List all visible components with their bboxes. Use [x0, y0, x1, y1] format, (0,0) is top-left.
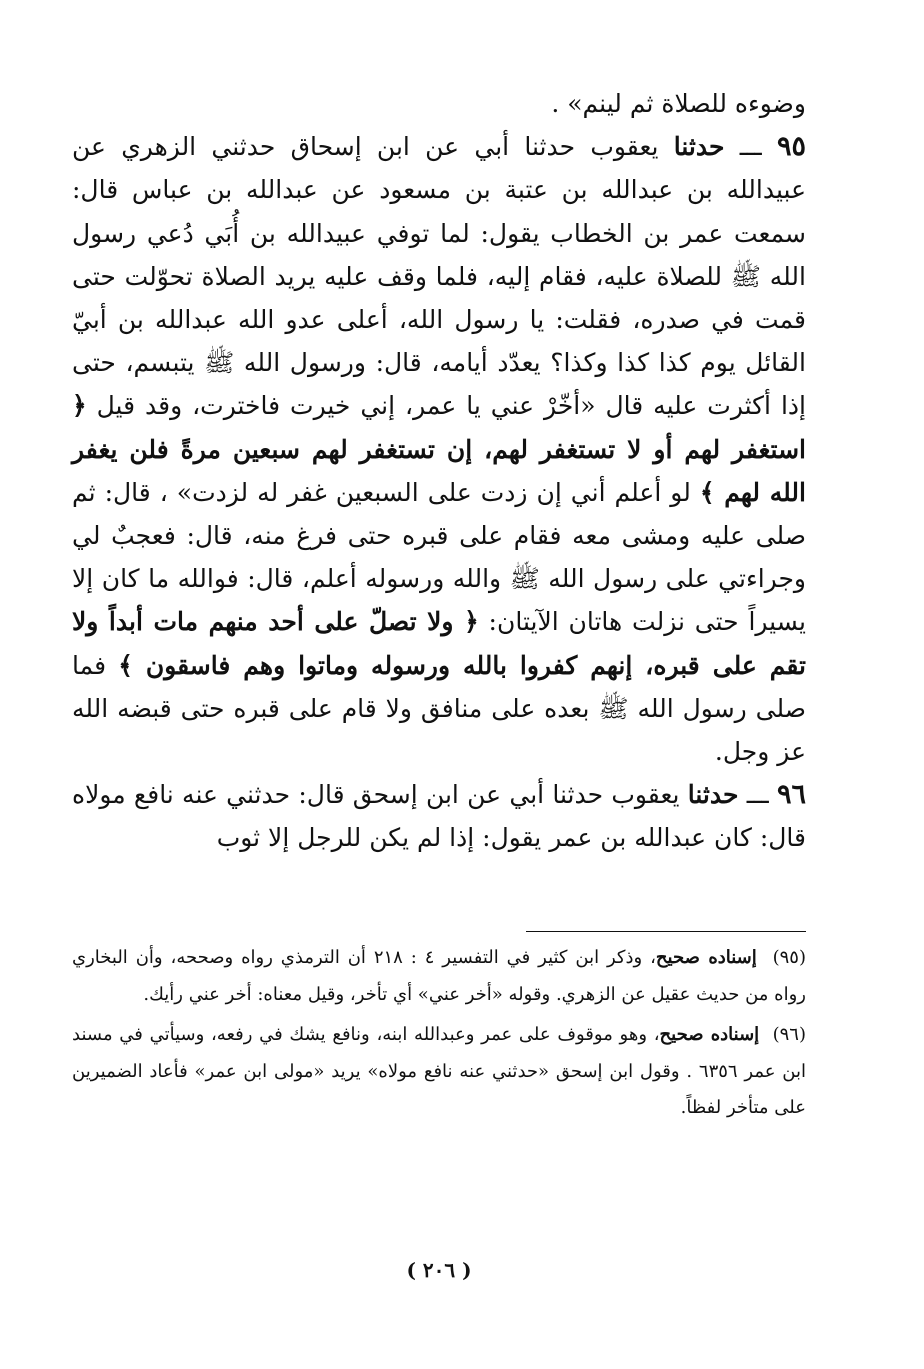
- footnote-label: (٩٦): [772, 1024, 806, 1045]
- hadith-dash: ـــ: [724, 132, 777, 162]
- footnote-grade: إسناده صحيح: [655, 947, 757, 968]
- continuation-line: وضوءه للصلاة ثم لينم» .: [551, 89, 806, 118]
- hadith-95: [72, 125, 806, 773]
- hadith-text: فما صلى رسول الله ﷺ بعده على منافق ولا قام على قبره حتى قبضه الله عز وجل.: [72, 650, 806, 767]
- narration-word: حدثنا: [673, 132, 725, 162]
- hadith-number: ٩٥: [776, 131, 806, 163]
- page-number: ( ٢٠٦ ): [406, 1258, 472, 1282]
- footnotes: [72, 940, 806, 1131]
- footnote-label: (٩٥): [772, 947, 806, 968]
- book-page: [72, 0, 806, 1369]
- hadith-text: يعقوب حدثنا أبي عن ابن إسحق قال: حدثني عنه نافع مولاه قال: كان عبدالله بن عمر يقول: إذا لم يكن للرجل إلا ثوب: [72, 780, 806, 853]
- hadith-96: [72, 773, 806, 859]
- hadith-number: ٩٦: [776, 779, 806, 811]
- footnote-text: ، وذكر ابن كثير في التفسير ٤ : ٢١٨ أن الترمذي رواه وصححه، وأن البخاري رواه من حديث عقيل عن الزهري. وقوله «أخر عني» أي تأخر، وقيل معناه: أخر عني رأيك.: [72, 947, 806, 1005]
- main-text: [72, 82, 806, 860]
- footnote-text: ، وهو موقوف على عمر وعبدالله ابنه، ونافع يشك في رفعه، وسيأتي في مسند ابن عمر ٦٣٥٦ . وقول ابن إسحق «حدثني عنه نافع مولاه» يريد «مولى ابن عمر» فأعاد الضميرين على متأخر لفظاً.: [72, 1024, 806, 1118]
- footnote-grade: إسناده صحيح: [659, 1024, 760, 1045]
- footnote-divider: [526, 931, 806, 932]
- hadith-dash: ـــ: [738, 780, 777, 810]
- quran-verse: ﴿ استغفر لهم أو لا تستغفر لهم، إن تستغفر لهم سبعين مرةً فلن يغفر الله لهم ﴾: [72, 391, 806, 507]
- footnote-96: [72, 1017, 806, 1127]
- hadith-text: لو أعلم أني إن زدت على السبعين غفر له لزدت» ، قال: ثم صلى عليه ومشى معه فقام على قبره حتى فرغ منه، قال: فعجبٌ لي وجراءتي على رسول الله ﷺ والله ورسوله أعلم، قال: فوالله ما كان إلا يسيراً حتى نزلت هاتان الآيتان:: [72, 477, 806, 637]
- footnote-95: [72, 940, 806, 1013]
- narration-word: حدثنا: [687, 780, 739, 810]
- quran-verse: ﴿ ولا تصلّ على أحد منهم مات أبداً ولا تقم على قبره، إنهم كفروا بالله ورسوله وماتوا وهم فاسقون ﴾: [72, 607, 806, 680]
- hadith-text: يعقوب حدثنا أبي عن ابن إسحاق حدثني الزهري عن عبيدالله بن عبدالله بن عتبة بن مسعود عن عبدالله بن عباس قال: سمعت عمر بن الخطاب يقول: لما توفي عبيدالله بن أُبَي دُعي رسول الله ﷺ للصلاة عليه، فقام إليه، فلما وقف عليه يريد الصلاة تحوّلت حتى قمت في صدره، فقلت: يا رسول الله، أعلى عدو الله عبدالله بن أبيّ القائل يوم كذا كذا وكذا؟ يعدّد أيامه، قال: ورسول الله ﷺ يتبسم، حتى إذا أكثرت عليه قال «أخّرْ عني يا عمر، إني خيرت فاخترت، وقد قيل: [72, 132, 806, 421]
